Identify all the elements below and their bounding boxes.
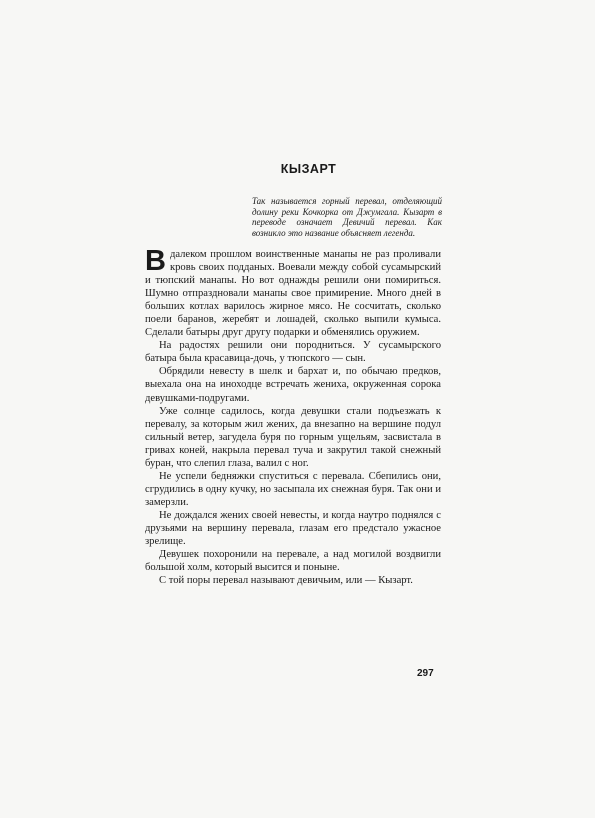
page-number: 297 (417, 668, 434, 679)
epigraph: Так называется горный перевал, отделяющий долину реки Кочкорка от Джумгала. Кызарт в переводе означает Девичий перевал. Как возникло это название объясняет легенда. (252, 196, 442, 238)
paragraph-6: Не дождался жених своей невесты, и когда наутро поднялся с друзьями на вершину перевала, глазам его предстало ужасное зрелище. (145, 509, 441, 548)
legend-text (145, 245, 441, 587)
paragraph-1-text: далеком прошлом воинственные манапы не раз проливали кровь своих подданых. Воевали между собой сусамырский и тюпский манапы. Но вот однажды решили они помириться. Шумно отпраздновали манапы свое примирение. Много дней в больших котлах варилось жирное мясо. Не сосчитать, сколько поели баранов, жеребят и лошадей, сколько выпили кумыса. Сделали батыры друг другу подарки и обменялись оружием. (145, 249, 441, 339)
chapter-title: КЫЗАРТ (280, 162, 337, 176)
drop-cap: В (145, 245, 166, 277)
paragraph-3: Обрядили невесту в шелк и бархат и, по обычаю предков, выехала она на иноходце встречать жениха, окруженная сорока девушками-подругами. (145, 366, 441, 404)
paragraph-1 (145, 245, 441, 339)
paragraph-8: С той поры перевал называют девичьим, или — Кызарт. (159, 575, 413, 587)
paragraph-2: На радостях решили они породниться. У сусамырского батыра была красавица-дочь, у тюпского — сын. (145, 340, 441, 365)
paragraph-5: Не успели бедняжки спуститься с перевала. Сбепились они, сгрудились в одну кучку, но засыпала их снежная буря. Так они и замерзли. (145, 470, 441, 508)
paragraph-4: Уже солнце садилось, когда девушки стали подъезжать к перевалу, за которым жил жених, да внезапно на вершине подул сильный ветер, загудела буря по горным ущельям, засвистала в гривах коней, накрыла перевал туча и закрутил такой снежный буран, что слепил глаза, валил с ног. (145, 405, 441, 469)
paragraph-7: Девушек похоронили на перевале, а над могилой воздвигли большой холм, который высится и поныне. (145, 549, 441, 574)
